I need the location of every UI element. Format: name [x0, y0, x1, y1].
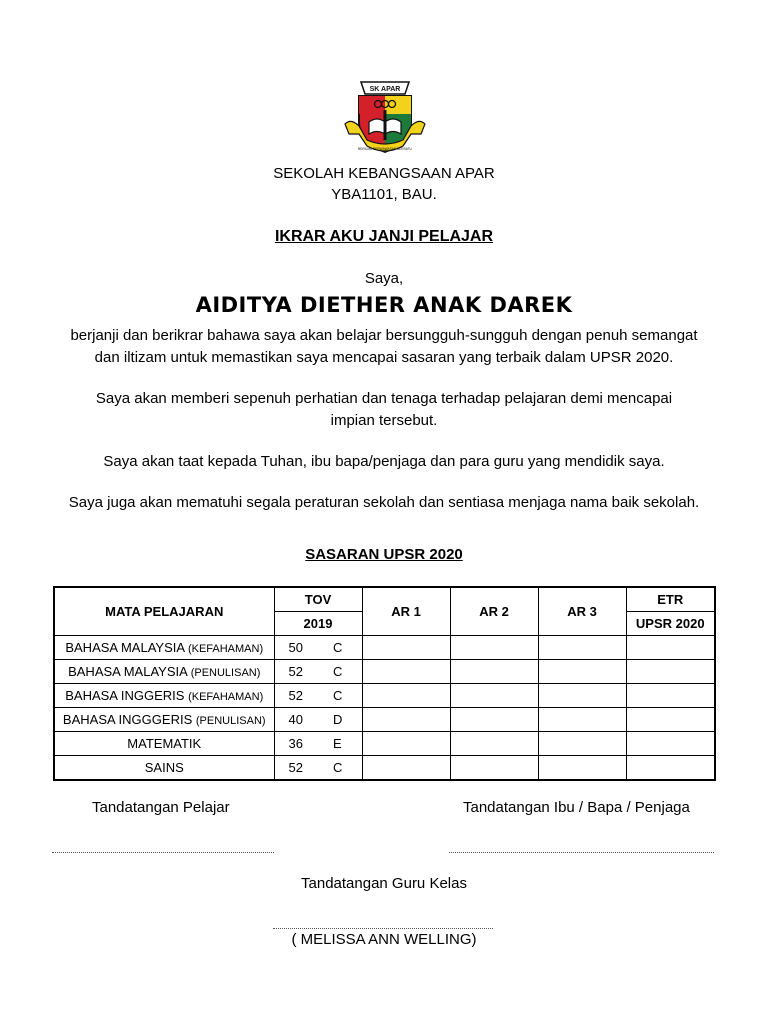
- school-name: SEKOLAH KEBANGSAAN APAR: [273, 165, 495, 182]
- tov-mark: 52: [288, 760, 303, 775]
- table-row: [54, 684, 715, 708]
- tov-cell: [274, 756, 362, 781]
- table-row: [54, 660, 715, 684]
- table-row: [54, 708, 715, 732]
- ar3-cell[interactable]: [538, 756, 626, 781]
- subject-name: BAHASA INGGGERIS: [62, 712, 193, 727]
- etr-cell[interactable]: [626, 732, 715, 756]
- ar3-cell[interactable]: [538, 660, 626, 684]
- tov-cell: [274, 708, 362, 732]
- subject-note: (KEFAHAMAN): [188, 691, 264, 703]
- pledge-paragraph-1: [44, 325, 724, 369]
- header-ar1: AR 1: [362, 587, 450, 636]
- ar2-cell[interactable]: [450, 684, 538, 708]
- student-signature-label: Tandatangan Pelajar: [92, 799, 230, 816]
- student-signature-line: [52, 852, 274, 853]
- subject-cell: [54, 756, 274, 781]
- teacher-name: ( MELISSA ANN WELLING): [291, 931, 477, 948]
- subject-cell: [54, 684, 274, 708]
- header-ar2: AR 2: [450, 587, 538, 636]
- parent-signature-line: [449, 852, 714, 853]
- ar1-cell[interactable]: [362, 636, 450, 660]
- subject-note: (PENULISAN): [195, 715, 266, 727]
- pledge-paragraph-2-line-1: Saya akan memberi sepenuh perhatian dan tenaga terhadap pelajaran demi mencapai: [95, 390, 673, 407]
- subject-cell: [54, 636, 274, 660]
- school-crest-icon: [341, 74, 429, 158]
- teacher-signature-label: Tandatangan Guru Kelas: [301, 875, 467, 892]
- etr-cell[interactable]: [626, 660, 715, 684]
- teacher-signature-line: [273, 928, 493, 929]
- pledge-paragraph-2-line-2: impian tersebut.: [330, 412, 438, 429]
- etr-cell[interactable]: [626, 684, 715, 708]
- tov-cell: [274, 732, 362, 756]
- subject-name: BAHASA MALAYSIA: [65, 640, 185, 655]
- subject-name: SAINS: [144, 760, 184, 775]
- header-tov: TOV: [274, 587, 362, 612]
- subject-note: (KEFAHAMAN): [187, 643, 264, 655]
- ar1-cell[interactable]: [362, 732, 450, 756]
- parent-signature-label: Tandatangan Ibu / Bapa / Penjaga: [463, 799, 690, 816]
- ar3-cell[interactable]: [538, 636, 626, 660]
- ar3-cell[interactable]: [538, 684, 626, 708]
- ar2-cell[interactable]: [450, 708, 538, 732]
- etr-cell[interactable]: [626, 708, 715, 732]
- targets-title: SASARAN UPSR 2020: [305, 546, 463, 563]
- tov-mark: 52: [288, 688, 303, 703]
- ar1-cell[interactable]: [362, 660, 450, 684]
- pledge-paragraph-1-line-1: berjanji dan berikrar bahawa saya akan belajar bersungguh-sungguh dengan penuh semangat: [70, 327, 698, 344]
- pledge-paragraph-3: Saya akan taat kepada Tuhan, ibu bapa/penjaga dan para guru yang mendidik saya.: [103, 453, 665, 470]
- tov-grade: D: [332, 712, 343, 727]
- header-tov-year: 2019: [274, 612, 362, 636]
- ar1-cell[interactable]: [362, 708, 450, 732]
- ar2-cell[interactable]: [450, 660, 538, 684]
- subject-name: BAHASA MALAYSIA: [68, 664, 188, 679]
- etr-cell[interactable]: [626, 636, 715, 660]
- tov-grade: E: [332, 736, 342, 751]
- tov-mark: 52: [288, 664, 303, 679]
- subject-name: MATEMATIK: [127, 736, 202, 751]
- table-row: [54, 732, 715, 756]
- etr-cell[interactable]: [626, 756, 715, 781]
- tov-cell: [274, 684, 362, 708]
- header-etr-year: UPSR 2020: [626, 612, 715, 636]
- tov-grade: C: [332, 760, 343, 775]
- ar2-cell[interactable]: [450, 756, 538, 781]
- header-ar3: AR 3: [538, 587, 626, 636]
- subject-note: (PENULISAN): [190, 667, 261, 679]
- student-name: AIDITYA DIETHER ANAK DAREK: [195, 293, 573, 317]
- school-code: YBA1101, BAU.: [331, 186, 437, 203]
- header-etr: ETR: [626, 587, 715, 612]
- subject-cell: [54, 660, 274, 684]
- pledge-paragraph-4: Saya juga akan mematuhi segala peraturan sekolah dan sentiasa menjaga nama baik sekolah.: [68, 494, 700, 511]
- ar3-cell[interactable]: [538, 708, 626, 732]
- tov-cell: [274, 636, 362, 660]
- ar1-cell[interactable]: [362, 684, 450, 708]
- tov-grade: C: [332, 640, 343, 655]
- ar2-cell[interactable]: [450, 732, 538, 756]
- tov-grade: C: [332, 688, 343, 703]
- ar3-cell[interactable]: [538, 732, 626, 756]
- ar1-cell[interactable]: [362, 756, 450, 781]
- targets-table: [53, 586, 716, 781]
- ar2-cell[interactable]: [450, 636, 538, 660]
- pledge-paragraph-1-line-2: dan iltizam untuk memastikan saya mencapai sasaran yang terbaik dalam UPSR 2020.: [94, 349, 674, 366]
- table-row: [54, 756, 715, 781]
- tov-cell: [274, 660, 362, 684]
- tov-mark: 36: [288, 736, 303, 751]
- tov-grade: C: [332, 664, 343, 679]
- pledge-title: IKRAR AKU JANJI PELAJAR: [274, 228, 494, 245]
- header-subject: MATA PELAJARAN: [54, 587, 274, 636]
- tov-mark: 40: [288, 712, 303, 727]
- subject-cell: [54, 732, 274, 756]
- tov-mark: 50: [288, 640, 303, 655]
- table-row: [54, 636, 715, 660]
- crest-scroll-text: BERILMU BERWAWASAN BERSATU: [358, 147, 412, 151]
- subject-name: BAHASA INGGERIS: [65, 688, 185, 703]
- crest-banner-text: SK APAR: [369, 86, 401, 93]
- pledge-greeting: Saya,: [364, 270, 404, 287]
- subject-cell: [54, 708, 274, 732]
- table-header-row: [54, 587, 715, 612]
- pledge-paragraph-2: [44, 388, 724, 432]
